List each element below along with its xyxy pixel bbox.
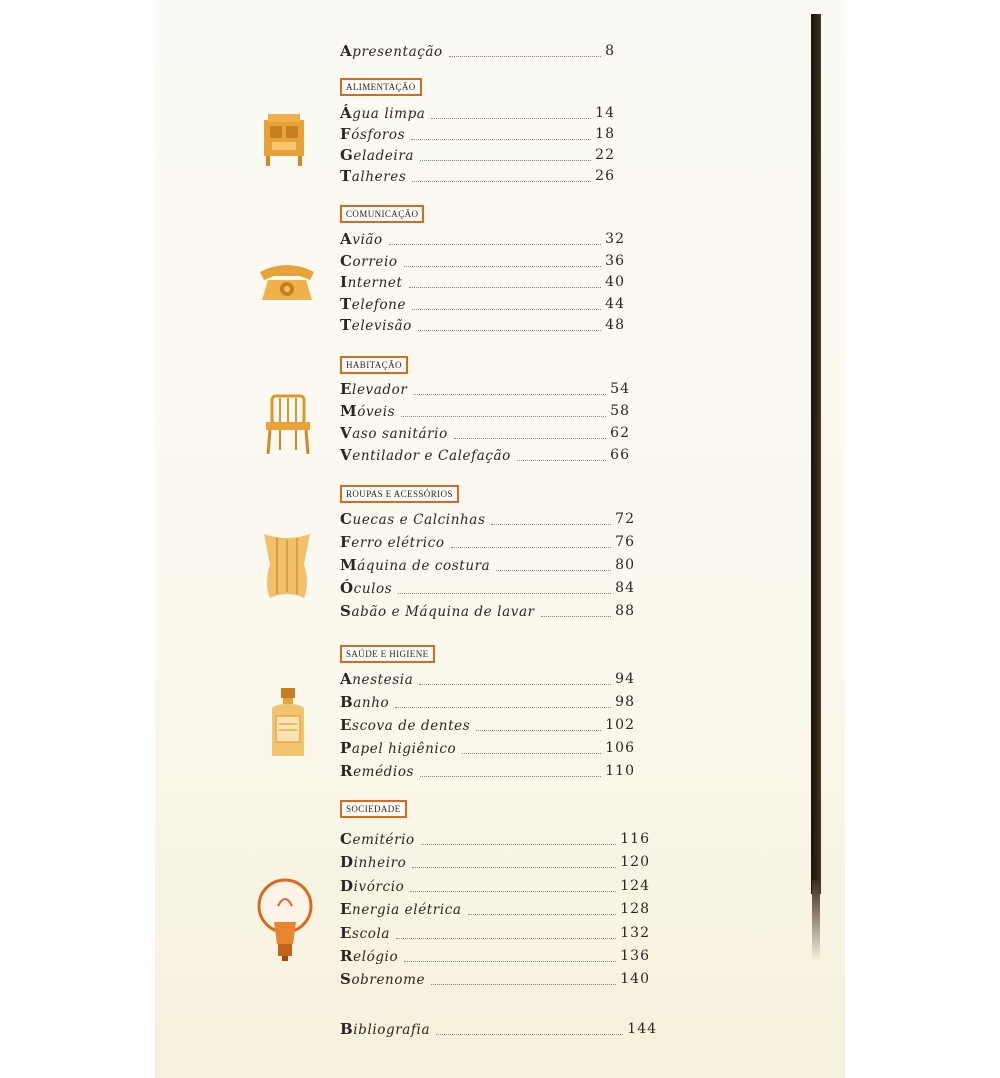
dot-leader: [541, 616, 612, 617]
entry-label: obrenome: [351, 972, 426, 989]
entry-label: erro elétrico: [351, 535, 445, 551]
page-number: 66: [610, 447, 630, 463]
section-label: ROUPAS E ACESSÓRIOS: [340, 485, 459, 503]
dot-leader: [496, 570, 611, 571]
book-spine: [811, 14, 821, 894]
dot-leader: [420, 160, 591, 161]
page-number: 116: [620, 831, 650, 847]
dot-leader: [517, 460, 606, 461]
entry-initial: I: [340, 273, 348, 292]
page-number: 124: [620, 877, 650, 894]
dot-leader: [419, 684, 611, 685]
toc-entry: [340, 424, 448, 442]
entry-label: emédios: [353, 764, 415, 780]
entry-label: nternet: [347, 275, 403, 292]
dot-leader: [413, 394, 606, 395]
chair-icon: [262, 392, 314, 456]
dot-leader: [420, 776, 601, 777]
entry-initial: T: [340, 294, 352, 313]
entry-initial: R: [340, 762, 354, 780]
entry-label: ivórcio: [353, 878, 405, 895]
section-label: SOCIEDADE: [340, 800, 407, 818]
dot-leader: [395, 707, 611, 708]
telephone-icon: [254, 258, 320, 302]
dot-leader: [491, 524, 611, 525]
section-label: COMUNICAÇÃO: [340, 205, 424, 223]
page-number: 54: [610, 381, 630, 397]
toc-entry: [340, 830, 415, 848]
page-number: 98: [615, 694, 635, 710]
toc-entry: [340, 104, 425, 122]
toc-entry: [340, 853, 406, 871]
toc-entry: [340, 762, 414, 780]
entry-label: alheres: [351, 169, 407, 185]
entry-initial: B: [340, 1020, 354, 1038]
dot-leader: [396, 938, 616, 939]
dot-leader: [468, 914, 617, 915]
page-number: 36: [605, 252, 625, 269]
page-number: 136: [620, 948, 650, 964]
toc-entry: [340, 252, 398, 270]
page-number: 32: [605, 231, 625, 247]
entry-initial: A: [340, 670, 353, 688]
toc-entry: [340, 579, 392, 597]
dot-leader: [418, 330, 601, 331]
entry-initial: E: [340, 716, 353, 734]
dot-leader: [431, 984, 616, 985]
toc-entry: [340, 970, 425, 988]
page-number: 48: [605, 317, 625, 334]
page-number: 22: [595, 147, 615, 163]
entry-label: elefone: [351, 296, 407, 313]
entry-initial: T: [340, 167, 352, 185]
entry-label: elógio: [353, 949, 399, 965]
entry-label: abão e Máquina de lavar: [351, 604, 535, 620]
entry-initial: S: [340, 970, 352, 989]
dot-leader: [412, 309, 601, 310]
dot-leader: [410, 891, 616, 892]
dot-leader: [436, 1034, 623, 1035]
entry-initial: V: [340, 446, 353, 464]
toc-entry: [340, 947, 398, 965]
page-number: 76: [615, 534, 635, 550]
toc-entry: [340, 670, 413, 688]
dot-leader: [409, 287, 602, 288]
light-bulb-icon: [256, 874, 314, 962]
entry-initial: C: [340, 830, 353, 848]
page-number: 144: [627, 1021, 657, 1037]
stove-icon: [258, 110, 310, 168]
toc-entry: [340, 533, 445, 551]
page-number: 8: [605, 43, 615, 59]
entry-initial: Ó: [340, 579, 354, 597]
toc-entry: [340, 693, 389, 711]
page-number: 18: [595, 126, 615, 142]
page-number: 94: [615, 671, 635, 687]
entry-initial: F: [340, 533, 352, 551]
toc-entry: [340, 446, 511, 464]
entry-label: uecas e Calcinhas: [352, 512, 486, 528]
entry-label: áquina de costura: [357, 558, 491, 574]
dot-leader: [398, 593, 611, 594]
entry-initial: C: [340, 251, 353, 270]
entry-label: scola: [352, 925, 391, 942]
toc-entry: [340, 380, 407, 398]
corset-icon: [260, 528, 314, 602]
toc-entry-bibliography: [340, 1020, 430, 1038]
section-label: ALIMENTAÇÃO: [340, 78, 422, 96]
toc-entry: [340, 924, 390, 942]
page-number: 62: [610, 425, 630, 441]
toc-entry: [340, 167, 406, 185]
page-number: 128: [620, 901, 650, 918]
section-label: HABITAÇÃO: [340, 356, 408, 374]
entry-initial: D: [340, 876, 354, 895]
entry-label: vião: [352, 232, 383, 248]
entry-initial: G: [340, 146, 354, 164]
book-spine-fade: [812, 880, 820, 960]
entry-initial: V: [340, 424, 353, 442]
toc-entry: [340, 556, 490, 574]
page-number: 58: [610, 403, 630, 419]
entry-label: nestesia: [352, 672, 414, 688]
page-number: 120: [620, 854, 650, 871]
page-number: 72: [615, 511, 635, 527]
toc-entry: [340, 273, 403, 291]
dot-leader: [431, 118, 591, 119]
entry-label: elevisão: [351, 318, 412, 335]
toc-entry: [340, 146, 414, 164]
entry-label: óveis: [357, 404, 396, 420]
page-number: 102: [605, 717, 635, 733]
entry-label: eladeira: [353, 148, 415, 164]
entry-initial: P: [340, 739, 352, 757]
page-number: 80: [615, 557, 635, 573]
entry-label: culos: [353, 581, 393, 597]
dot-leader: [462, 753, 601, 754]
page-number: 40: [605, 274, 625, 291]
dot-leader: [449, 56, 601, 57]
entry-label: levador: [352, 382, 408, 398]
toc-entry: [340, 125, 405, 143]
entry-label: inheiro: [353, 855, 407, 872]
entry-label: orreio: [352, 253, 398, 270]
page-number: 132: [620, 924, 650, 941]
dot-leader: [421, 844, 616, 845]
toc-entry: [340, 402, 395, 420]
entry-initial: A: [340, 230, 353, 248]
entry-initial: F: [340, 125, 352, 143]
page-number: 44: [605, 295, 625, 312]
entry-initial: C: [340, 510, 353, 528]
entry-initial: E: [340, 900, 353, 919]
page-number: 140: [620, 971, 650, 988]
dot-leader: [476, 730, 601, 731]
entry-label: scova de dentes: [352, 718, 471, 734]
dot-leader: [389, 244, 601, 245]
toc-entry: [340, 316, 412, 334]
entry-label: apel higiênico: [351, 741, 457, 757]
toc-entry: [340, 900, 462, 918]
toc-entry: [340, 295, 406, 313]
entry-initial: E: [340, 380, 353, 398]
dot-leader: [412, 181, 591, 182]
toc-entry: [340, 510, 485, 528]
medicine-bottle-icon: [268, 686, 308, 758]
dot-leader: [401, 416, 606, 417]
toc-entry-intro: [340, 42, 443, 60]
page-number: 88: [615, 603, 635, 619]
entry-label: entilador e Calefação: [352, 448, 511, 464]
page-number: 106: [605, 740, 635, 756]
entry-initial: R: [340, 947, 354, 965]
toc-entry: [340, 739, 456, 757]
entry-initial: A: [340, 42, 353, 60]
entry-label: emitério: [352, 832, 415, 848]
entry-label: nergia elétrica: [352, 902, 462, 919]
page-number: 110: [605, 763, 635, 779]
entry-label: anho: [353, 695, 390, 711]
dot-leader: [454, 438, 606, 439]
section-label: SAÚDE E HIGIENE: [340, 645, 435, 663]
toc-entry: [340, 877, 404, 895]
entry-initial: D: [340, 853, 354, 872]
dot-leader: [404, 266, 602, 267]
entry-initial: T: [340, 316, 352, 335]
entry-label: presentação: [352, 44, 443, 60]
entry-initial: Á: [340, 104, 353, 122]
entry-initial: B: [340, 693, 354, 711]
entry-label: aso sanitário: [352, 426, 448, 442]
entry-label: ibliografia: [353, 1022, 431, 1038]
toc-entry: [340, 716, 470, 734]
dot-leader: [404, 961, 616, 962]
entry-initial: E: [340, 923, 353, 942]
page-number: 84: [615, 580, 635, 596]
page-number: 26: [595, 168, 615, 184]
page-number: 14: [595, 105, 615, 121]
dot-leader: [412, 867, 616, 868]
dot-leader: [451, 547, 612, 548]
toc-entry: [340, 230, 383, 248]
entry-label: ósforos: [351, 127, 406, 143]
entry-label: gua limpa: [352, 106, 426, 122]
dot-leader: [411, 139, 591, 140]
entry-initial: S: [340, 602, 352, 620]
entry-initial: M: [340, 556, 358, 574]
entry-initial: M: [340, 402, 358, 420]
toc-entry: [340, 602, 535, 620]
